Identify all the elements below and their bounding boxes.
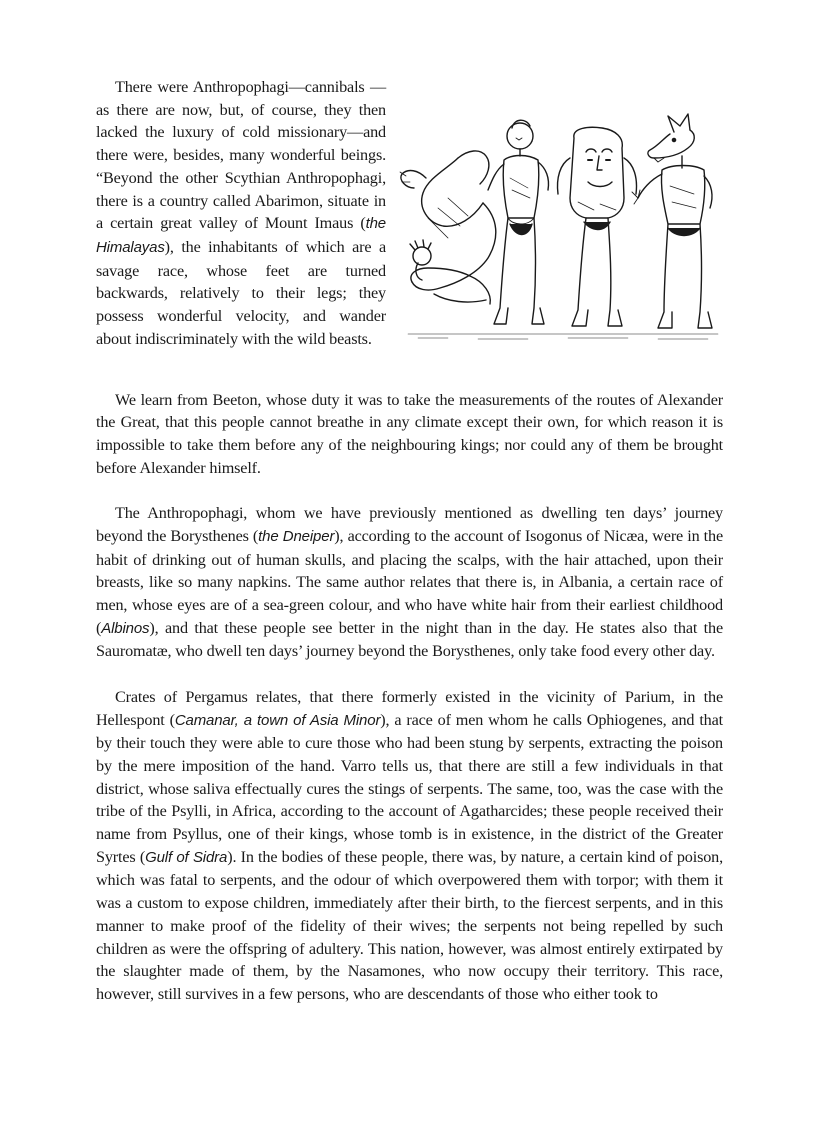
opening-section <box>96 76 723 366</box>
paragraph-anthropophagi: There were Anthropophagi—cannibals —as there are now, but, of course, they then lacked the luxury of cold missionary—and there were, besides, many wonderful beings. “Beyond the other Scythian Anthropophagi, there is a country called Abarimon, situate in a certain great valley of Mount Imaus (the Himalayas), the inhabitants of which are a savage race, whose feet are turned backwards, relatively to their legs; they possess wonderful velocity, and wander about indiscriminately with the wild beasts. <box>96 78 386 348</box>
paragraph-beeton: We learn from Beeton, whose duty it was to take the measurements of the routes of Alexander the Great, that this people cannot breathe in any climate except their own, for which reason it is impossible to take them before any of the neighbouring kings; nor could any of them be brought before Alexander himself. <box>96 390 723 477</box>
italic-gloss: Gulf of Sidra <box>145 848 228 866</box>
page-body <box>96 76 723 1006</box>
paragraph-isogonus: The Anthropophagi, whom we have previously mentioned as dwelling ten days’ journey beyond the Borysthenes (the Dneiper), according to the account of Isogonus of Nicæa, were in the habit of drinking out of human skulls, and placing the scalps, with the hair attached, upon their breasts, like so many napkins. The same author relates that there is, in Albania, a certain race of men, whose eyes are of a sea-green colour, and who have white hair from their earliest childhood (Albinos), and that these people see better in the night than in the day. He states also that the Sauromatæ, who dwell ten days’ journey beyond the Borysthenes, only take food every other day. <box>96 504 724 661</box>
italic-gloss: Albinos <box>101 619 150 637</box>
woodcut-monstrous-races-icon <box>388 98 724 348</box>
italic-gloss: the Himalayas <box>96 215 386 256</box>
paragraph-crates: Crates of Pergamus relates, that there formerly existed in the vicinity of Parium, in the Hellespont (Camanar, a town of Asia Minor), a race of men whom he calls Ophiogenes, and that by their touch they were able to cure those who had been stung by serpents, extracting the poison by the mere imposition of the hand. Varro tells us, that there are still a few individuals in that district, whose saliva effectually cures the stings of serpents. The same, too, was the case with the tribe of the Psylli, in Africa, according to the account of Agatharcides; these people received their name from Psyllus, one of their kings, whose tomb is in existence, in the district of the Greater Syrtes (Gulf of Sidra). In the bodies of these people, there was, by nature, a certain kind of poison, which was fatal to serpents, and the odour of which overpowered them with torpor; with them it was a custom to expose children, immediately after their birth, to the fiercest serpents, and in this manner to make proof of the fidelity of their wives; the serpents not being repelled by such children as were the offspring of adultery. This nation, however, was almost entirely extirpated by the slaughter made of them, by the Nasamones, who now occupy their territory. This race, however, still survives in a few persons, who are descendants of those who either took to <box>96 687 724 1003</box>
italic-gloss: the Dneiper <box>258 527 335 545</box>
italic-gloss: Camanar, a town of Asia Minor <box>174 711 381 729</box>
